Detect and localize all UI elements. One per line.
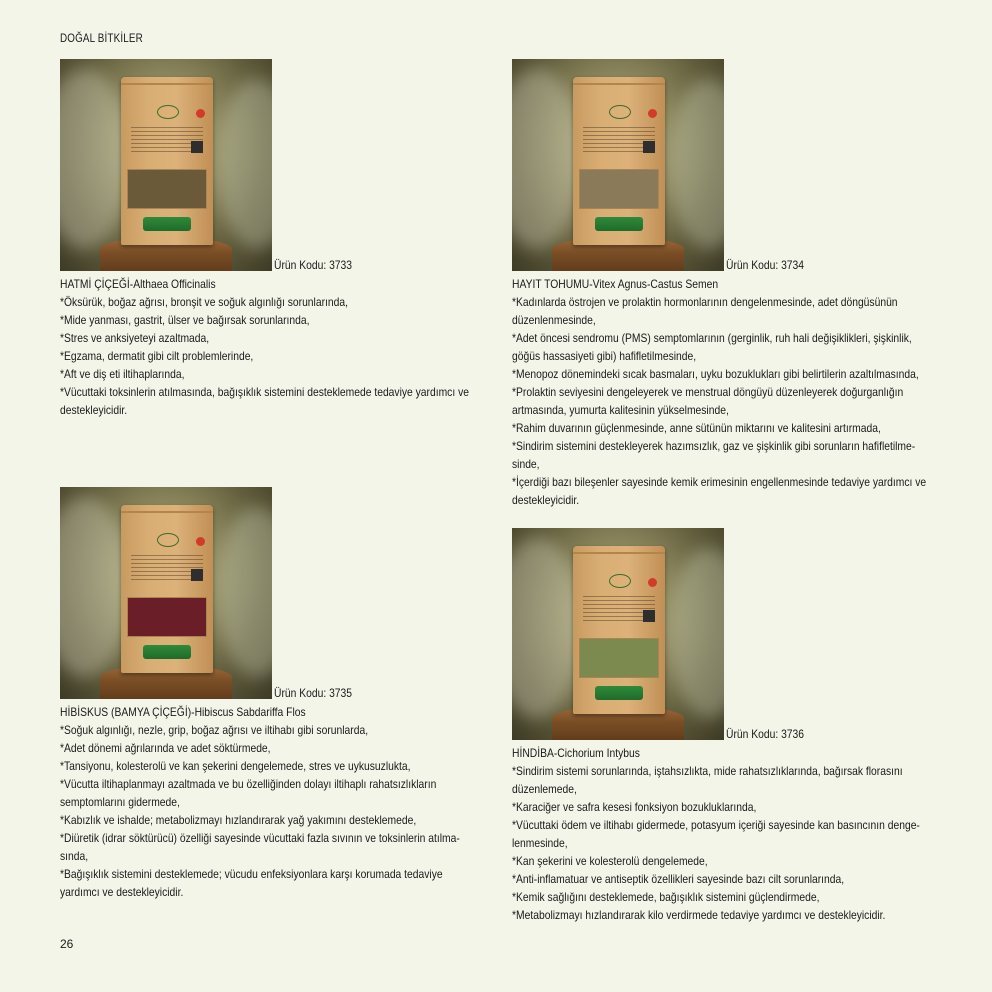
description-line: *Kadınlarda östrojen ve prolaktin hormonlarının dengelenmesinde, adet döngüsünün xyxy=(512,295,898,309)
product-bag-image xyxy=(121,77,213,245)
description-line: *Mide yanması, gastrit, ülser ve bağırsak sorunlarında, xyxy=(60,313,310,327)
description-line: *Tansiyonu, kolesterolü ve kan şekerini dengelemede, stres ve uykusuzlukta, xyxy=(60,759,411,773)
description-line: düzenlenmesinde, xyxy=(512,313,596,327)
description-line: *Adet dönemi ağrılarında ve adet söktürmede, xyxy=(60,741,271,755)
description-line: sında, xyxy=(60,849,89,863)
description-line: *Sindirim sistemini destekleyerek hazımsızlık, gaz ve şişkinlik gibi sorunların hafifletilme- xyxy=(512,439,916,453)
description-line: *Rahim duvarının güçlenmesinde, anne sütünün miktarını ve kalitesini artırmada, xyxy=(512,421,881,435)
product-code: Ürün Kodu: 3734 xyxy=(726,258,805,272)
product-bag-image xyxy=(121,505,213,673)
product-bag-image xyxy=(573,546,665,714)
description-line: *Soğuk algınlığı, nezle, grip, boğaz ağrısı ve iltihabı gibi sorunlarda, xyxy=(60,723,369,737)
description-line: *Vücutta iltihaplanmayı azaltmada ve bu özelliğinden dolayı iltihaplı rahatsızlıkların xyxy=(60,777,437,791)
description-line: *Diüretik (idrar söktürücü) özelliği sayesinde vücuttaki fazla sıvının ve toksinlerin atılma- xyxy=(60,831,460,845)
description-line: *Vücuttaki toksinlerin atılmasında, bağışıklık sistemini desteklemede tedaviye yardımcı ve xyxy=(60,385,469,399)
description-line: düzenlemede, xyxy=(512,782,577,796)
product-description xyxy=(512,293,942,509)
product-hayit xyxy=(512,59,942,509)
product-code: Ürün Kodu: 3735 xyxy=(274,686,353,700)
description-line: *İçerdiği bazı bileşenler sayesinde kemik erimesinin engellenmesinde tedaviye yardımcı ve xyxy=(512,475,927,489)
description-line: yardımcı ve destekleyicidir. xyxy=(60,885,184,899)
description-line: *Bağışıklık sistemini desteklemede; vücudu enfeksiyonlara karşı korumada tedaviye xyxy=(60,867,443,881)
description-line: göğüs hassasiyeti gibi) hafifletilmesinde, xyxy=(512,349,697,363)
description-line: *Stres ve anksiyeteyi azaltmada, xyxy=(60,331,210,345)
page-header: DOĞAL BİTKİLER xyxy=(60,31,143,45)
description-line: *Kemik sağlığını desteklemede, bağışıklık sistemini güçlendirmede, xyxy=(512,890,820,904)
description-line: semptomlarını gidermede, xyxy=(60,795,180,809)
description-line: sinde, xyxy=(512,457,540,471)
description-line: *Kan şekerini ve kolesterolü dengelemede, xyxy=(512,854,708,868)
product-hindiba xyxy=(512,528,942,924)
product-photo xyxy=(60,487,272,699)
description-line: *Karaciğer ve safra kesesi fonksiyon bozukluklarında, xyxy=(512,800,757,814)
description-line: *Egzama, dermatit gibi cilt problemlerinde, xyxy=(60,349,254,363)
product-code: Ürün Kodu: 3733 xyxy=(274,258,353,272)
product-photo xyxy=(60,59,272,271)
description-line: *Kabızlık ve ishalde; metabolizmayı hızlandırarak yağ yakımını desteklemede, xyxy=(60,813,417,827)
description-line: destekleyicidir. xyxy=(512,493,580,507)
description-line: *Menopoz dönemindeki sıcak basmaları, uyku bozuklukları gibi belirtilerin azaltılmasında, xyxy=(512,367,919,381)
description-line: *Anti-inflamatuar ve antiseptik özellikleri sayesinde bazı cilt sorunlarında, xyxy=(512,872,845,886)
description-line: *Aft ve diş eti iltihaplarında, xyxy=(60,367,185,381)
product-photo xyxy=(512,528,724,740)
product-bag-image xyxy=(573,77,665,245)
description-line: *Öksürük, boğaz ağrısı, bronşit ve soğuk algınlığı sorunlarında, xyxy=(60,295,348,309)
product-description xyxy=(512,762,942,924)
description-line: *Adet öncesi sendromu (PMS) semptomlarının (gerginlik, ruh hali değişiklikleri, şişkinlik, xyxy=(512,331,912,345)
product-title: HATMİ ÇİÇEĞİ-Althaea Officinalis xyxy=(60,277,216,291)
description-line: *Vücuttaki ödem ve iltihabı gidermede, potasyum içeriği sayesinde kan basıncının denge- xyxy=(512,818,920,832)
product-title: HİBİSKUS (BAMYA ÇİÇEĞİ)-Hibiscus Sabdariffa Flos xyxy=(60,705,306,719)
page-number: 26 xyxy=(60,937,74,951)
product-hatmi xyxy=(60,59,490,419)
product-photo xyxy=(512,59,724,271)
description-line: artmasında, yumurta kalitesinin yükselmesinde, xyxy=(512,403,729,417)
description-line: *Prolaktin seviyesini dengeleyerek ve menstrual döngüyü düzenleyerek doğurganlığın xyxy=(512,385,904,399)
description-line: *Metabolizmayı hızlandırarak kilo verdirmede tedaviye yardımcı ve destekleyicidir. xyxy=(512,908,886,922)
product-title: HİNDİBA-Cichorium Intybus xyxy=(512,746,640,760)
product-title: HAYIT TOHUMU-Vitex Agnus-Castus Semen xyxy=(512,277,719,291)
product-code: Ürün Kodu: 3736 xyxy=(726,727,805,741)
description-line: destekleyicidir. xyxy=(60,403,128,417)
description-line: lenmesinde, xyxy=(512,836,568,850)
product-description xyxy=(60,721,490,901)
description-line: *Sindirim sistemi sorunlarında, iştahsızlıkta, mide rahatsızlıklarında, bağırsak florasını xyxy=(512,764,903,778)
product-description xyxy=(60,293,490,419)
product-hibiskus xyxy=(60,487,490,901)
